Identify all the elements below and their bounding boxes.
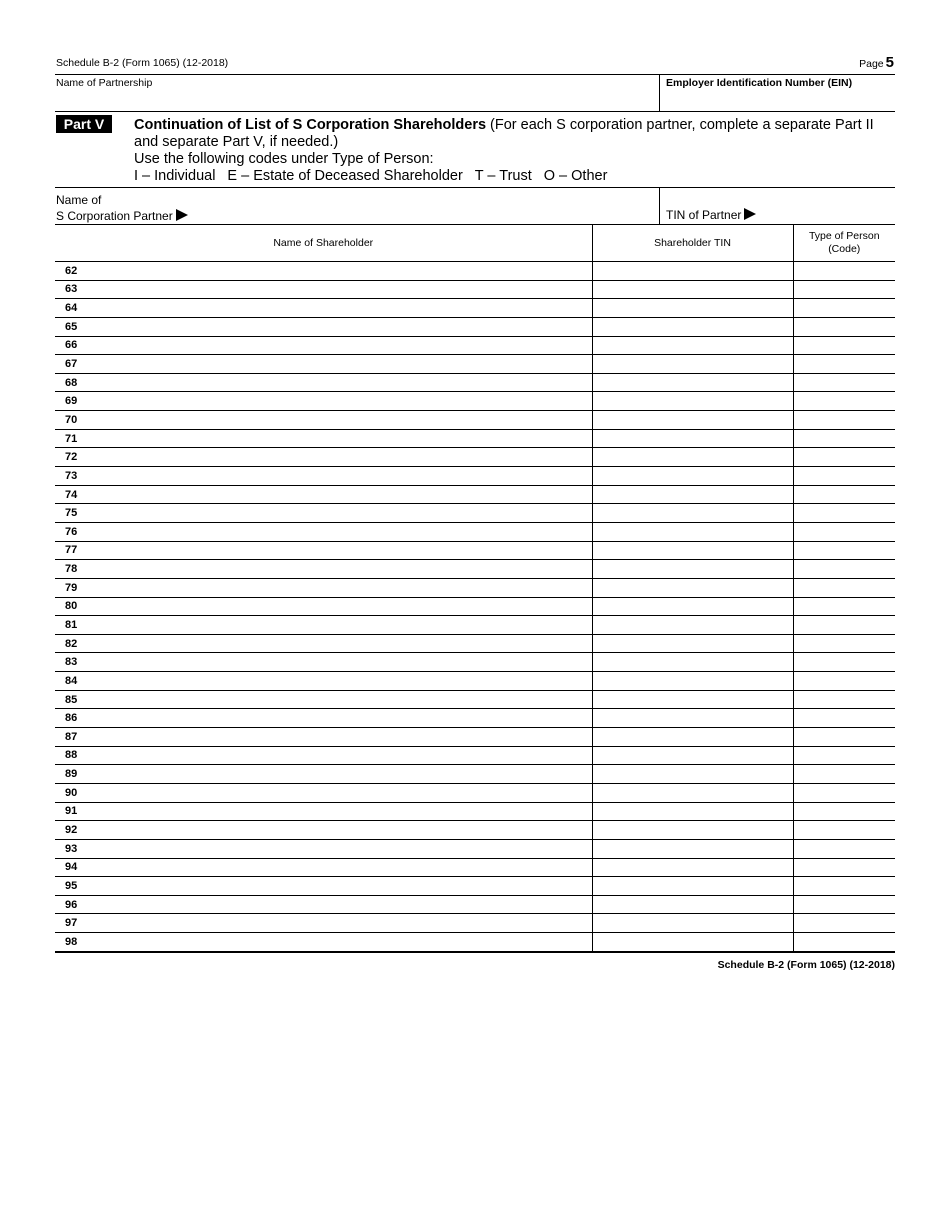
shareholder-name-cell[interactable] — [55, 728, 592, 747]
shareholder-name-cell[interactable] — [55, 597, 592, 616]
shareholder-name-cell[interactable] — [55, 504, 592, 523]
shareholder-name-cell[interactable] — [55, 448, 592, 467]
line-number: 69 — [65, 395, 78, 408]
type-code: O – Other — [543, 168, 608, 184]
shareholder-tin-cell[interactable] — [592, 317, 793, 336]
shareholder-name-cell[interactable] — [55, 672, 592, 691]
table-row — [55, 411, 895, 430]
shareholder-tin-cell[interactable] — [592, 373, 793, 392]
type-code: E – Estate of Deceased Shareholder — [227, 168, 463, 184]
line-number: 95 — [65, 879, 78, 892]
type-of-person-cell[interactable] — [793, 411, 895, 430]
type-of-person-cell[interactable] — [793, 467, 895, 486]
line-number: 77 — [65, 544, 78, 557]
type-of-person-cell[interactable] — [793, 634, 895, 653]
shareholder-tin-cell[interactable] — [592, 783, 793, 802]
shareholder-name-cell[interactable] — [55, 429, 592, 448]
shareholder-tin-cell[interactable] — [592, 541, 793, 560]
column-header-type-line-2: (Code) — [828, 243, 861, 255]
line-number: 71 — [65, 432, 78, 445]
table-row — [55, 858, 895, 877]
table-row — [55, 597, 895, 616]
shareholder-name-cell[interactable] — [55, 560, 592, 579]
shareholder-name-cell[interactable] — [55, 392, 592, 411]
line-number: 96 — [65, 898, 78, 911]
table-row — [55, 653, 895, 672]
ein-field[interactable] — [659, 75, 895, 111]
table-row — [55, 746, 895, 765]
shareholder-name-cell[interactable] — [55, 914, 592, 933]
shareholder-name-cell[interactable] — [55, 858, 592, 877]
type-of-person-cell[interactable] — [793, 429, 895, 448]
shareholder-name-cell[interactable] — [55, 541, 592, 560]
table-row — [55, 802, 895, 821]
type-of-person-cell[interactable] — [793, 299, 895, 318]
column-header-type-line-1: Type of Person — [808, 230, 880, 242]
table-row — [55, 467, 895, 486]
shareholder-name-cell[interactable] — [55, 933, 592, 952]
shareholder-name-cell[interactable] — [55, 467, 592, 486]
shareholder-tin-cell[interactable] — [592, 280, 793, 299]
table-row — [55, 541, 895, 560]
shareholder-tin-cell[interactable] — [592, 467, 793, 486]
type-of-person-cell[interactable] — [793, 317, 895, 336]
shareholder-tin-cell[interactable] — [592, 839, 793, 858]
line-number: 89 — [65, 768, 78, 781]
table-row — [55, 765, 895, 784]
line-number: 76 — [65, 525, 78, 538]
shareholder-tin-cell[interactable] — [592, 504, 793, 523]
line-number: 63 — [65, 283, 78, 296]
shareholder-tin-cell[interactable] — [592, 895, 793, 914]
table-row — [55, 914, 895, 933]
line-number: 72 — [65, 451, 78, 464]
table-row — [55, 429, 895, 448]
shareholder-name-cell[interactable] — [55, 821, 592, 840]
type-of-person-cell[interactable] — [793, 541, 895, 560]
type-of-person-cell[interactable] — [793, 914, 895, 933]
shareholder-tin-cell[interactable] — [592, 821, 793, 840]
shareholder-tin-cell[interactable] — [592, 634, 793, 653]
line-number: 88 — [65, 749, 78, 762]
table-row — [55, 783, 895, 802]
line-number: 74 — [65, 488, 78, 501]
form-page — [55, 54, 895, 971]
table-row — [55, 933, 895, 952]
shareholder-name-cell[interactable] — [55, 690, 592, 709]
line-number: 94 — [65, 861, 78, 874]
type-code: I – Individual — [134, 168, 216, 184]
type-of-person-cell[interactable] — [793, 746, 895, 765]
table-row — [55, 578, 895, 597]
line-number: 68 — [65, 376, 78, 389]
table-row — [55, 522, 895, 541]
table-row — [55, 895, 895, 914]
shareholder-tin-cell[interactable] — [592, 299, 793, 318]
shareholder-tin-cell[interactable] — [592, 746, 793, 765]
type-of-person-cell[interactable] — [793, 504, 895, 523]
table-row — [55, 317, 895, 336]
tin-of-partner-field[interactable] — [659, 188, 895, 224]
line-number: 92 — [65, 824, 78, 837]
table-row — [55, 355, 895, 374]
table-row — [55, 373, 895, 392]
table-row — [55, 560, 895, 579]
line-number: 67 — [65, 358, 78, 371]
shareholder-name-cell[interactable] — [55, 262, 592, 281]
line-number: 81 — [65, 618, 78, 631]
table-row — [55, 616, 895, 635]
line-number: 85 — [65, 693, 78, 706]
shareholder-name-cell[interactable] — [55, 522, 592, 541]
line-number: 93 — [65, 842, 78, 855]
type-of-person-cell[interactable] — [793, 933, 895, 952]
shareholder-tin-cell[interactable] — [592, 392, 793, 411]
table-row — [55, 280, 895, 299]
table-row — [55, 392, 895, 411]
column-header-name: Name of Shareholder — [55, 225, 592, 262]
type-of-person-cell[interactable] — [793, 690, 895, 709]
shareholder-tin-cell[interactable] — [592, 578, 793, 597]
line-number: 87 — [65, 730, 78, 743]
s-corp-name-field[interactable] — [56, 192, 188, 224]
shareholder-tin-cell[interactable] — [592, 728, 793, 747]
table-row — [55, 262, 895, 281]
line-number: 97 — [65, 917, 78, 930]
table-row — [55, 728, 895, 747]
shareholder-tin-cell[interactable] — [592, 914, 793, 933]
line-number: 79 — [65, 581, 78, 594]
line-number: 75 — [65, 507, 78, 520]
table-row — [55, 839, 895, 858]
line-number: 62 — [65, 264, 78, 277]
shareholder-name-cell[interactable] — [55, 765, 592, 784]
shareholder-tin-cell[interactable] — [592, 355, 793, 374]
line-number: 66 — [65, 339, 78, 352]
shareholder-name-cell[interactable] — [55, 373, 592, 392]
shareholder-tin-cell[interactable] — [592, 485, 793, 504]
page-header — [55, 54, 895, 75]
codes-intro: Use the following codes under Type of Person: — [134, 151, 434, 167]
shareholder-tin-cell[interactable] — [592, 560, 793, 579]
type-of-person-cell[interactable] — [793, 448, 895, 467]
line-number: 83 — [65, 656, 78, 669]
table-row — [55, 504, 895, 523]
shareholder-name-cell[interactable] — [55, 877, 592, 896]
shareholder-name-cell[interactable] — [55, 299, 592, 318]
shareholder-tin-cell[interactable] — [592, 448, 793, 467]
type-of-person-cell[interactable] — [793, 858, 895, 877]
s-corp-name-label-2: S Corporation Partner — [56, 209, 173, 223]
type-of-person-cell[interactable] — [793, 821, 895, 840]
tin-of-partner-label: TIN of Partner — [666, 208, 742, 222]
type-of-person-cell[interactable] — [793, 653, 895, 672]
page-number: 5 — [885, 54, 894, 71]
shareholder-tin-cell[interactable] — [592, 802, 793, 821]
type-of-person-cell[interactable] — [793, 522, 895, 541]
part-v-heading — [55, 112, 895, 188]
table-row — [55, 485, 895, 504]
shareholder-name-cell[interactable] — [55, 336, 592, 355]
line-number: 98 — [65, 935, 78, 948]
shareholder-name-cell[interactable] — [55, 895, 592, 914]
shareholder-tin-cell[interactable] — [592, 522, 793, 541]
type-of-person-cell[interactable] — [793, 355, 895, 374]
type-code: T – Trust — [474, 168, 532, 184]
form-identifier: Schedule B-2 (Form 1065) (12-2018) — [56, 57, 229, 69]
shareholder-name-cell[interactable] — [55, 839, 592, 858]
shareholder-tin-cell[interactable] — [592, 336, 793, 355]
shareholder-name-cell[interactable] — [55, 280, 592, 299]
shareholder-name-cell[interactable] — [55, 634, 592, 653]
shareholder-name-cell[interactable] — [55, 709, 592, 728]
table-row — [55, 821, 895, 840]
part-description — [134, 117, 895, 185]
shareholder-tin-cell[interactable] — [592, 672, 793, 691]
shareholder-tin-cell[interactable] — [592, 653, 793, 672]
type-of-person-cell[interactable] — [793, 485, 895, 504]
shareholder-name-cell[interactable] — [55, 355, 592, 374]
part-label: Part V — [56, 115, 112, 133]
name-of-partnership-field[interactable]: Name of Partnership — [56, 77, 153, 89]
shareholder-name-cell[interactable] — [55, 802, 592, 821]
type-of-person-cell[interactable] — [793, 783, 895, 802]
page-indicator — [859, 54, 894, 71]
table-row — [55, 877, 895, 896]
page-footer: Schedule B-2 (Form 1065) (12-2018) — [717, 958, 895, 971]
type-of-person-cell[interactable] — [793, 709, 895, 728]
column-header-tin: Shareholder TIN — [592, 225, 793, 262]
type-of-person-cell[interactable] — [793, 373, 895, 392]
ein-label: Employer Identification Number (EIN) — [666, 77, 853, 89]
line-number: 65 — [65, 320, 78, 333]
shareholder-name-cell[interactable] — [55, 578, 592, 597]
shareholder-tin-cell[interactable] — [592, 709, 793, 728]
table-row — [55, 336, 895, 355]
shareholder-name-cell[interactable] — [55, 783, 592, 802]
shareholder-rows — [55, 262, 895, 952]
shareholder-name-cell[interactable] — [55, 746, 592, 765]
type-of-person-cell[interactable] — [793, 839, 895, 858]
line-number: 80 — [65, 600, 78, 613]
type-of-person-cell[interactable] — [793, 728, 895, 747]
shareholder-tin-cell[interactable] — [592, 262, 793, 281]
column-header-type — [793, 225, 895, 262]
s-corporation-partner-row — [55, 188, 895, 225]
type-of-person-cell[interactable] — [793, 560, 895, 579]
shareholder-tin-cell[interactable] — [592, 765, 793, 784]
type-of-person-cell[interactable] — [793, 877, 895, 896]
type-of-person-cell[interactable] — [793, 802, 895, 821]
type-of-person-cell[interactable] — [793, 336, 895, 355]
shareholder-tin-cell[interactable] — [592, 429, 793, 448]
shareholder-name-cell[interactable] — [55, 411, 592, 430]
shareholder-table — [55, 225, 895, 953]
type-of-person-cell[interactable] — [793, 672, 895, 691]
line-number: 86 — [65, 712, 78, 725]
table-row — [55, 709, 895, 728]
type-of-person-cell[interactable] — [793, 616, 895, 635]
shareholder-tin-cell[interactable] — [592, 933, 793, 952]
shareholder-tin-cell[interactable] — [592, 877, 793, 896]
type-of-person-cell[interactable] — [793, 597, 895, 616]
arrow-right-icon — [176, 209, 188, 221]
table-row — [55, 634, 895, 653]
codes-list — [134, 168, 895, 185]
page-label: Page — [859, 58, 884, 70]
line-number: 82 — [65, 637, 78, 650]
identification-row — [55, 75, 895, 112]
s-corp-name-label-1: Name of — [56, 193, 102, 207]
line-number: 91 — [65, 805, 78, 818]
type-of-person-cell[interactable] — [793, 765, 895, 784]
line-number: 78 — [65, 563, 78, 576]
shareholder-name-cell[interactable] — [55, 653, 592, 672]
table-row — [55, 448, 895, 467]
type-of-person-cell[interactable] — [793, 280, 895, 299]
shareholder-name-cell[interactable] — [55, 485, 592, 504]
table-row — [55, 690, 895, 709]
shareholder-name-cell[interactable] — [55, 616, 592, 635]
shareholder-name-cell[interactable] — [55, 317, 592, 336]
line-number: 70 — [65, 413, 78, 426]
shareholder-tin-cell[interactable] — [592, 597, 793, 616]
shareholder-tin-cell[interactable] — [592, 616, 793, 635]
shareholder-tin-cell[interactable] — [592, 411, 793, 430]
table-row — [55, 299, 895, 318]
line-number: 84 — [65, 674, 78, 687]
table-row — [55, 672, 895, 691]
line-number: 64 — [65, 302, 78, 315]
shareholder-tin-cell[interactable] — [592, 858, 793, 877]
type-of-person-cell[interactable] — [793, 262, 895, 281]
arrow-right-icon — [744, 208, 756, 220]
shareholder-tin-cell[interactable] — [592, 690, 793, 709]
line-number: 90 — [65, 786, 78, 799]
line-number: 73 — [65, 469, 78, 482]
type-of-person-cell[interactable] — [793, 392, 895, 411]
type-of-person-cell[interactable] — [793, 578, 895, 597]
type-of-person-cell[interactable] — [793, 895, 895, 914]
part-title: Continuation of List of S Corporation Shareholders — [134, 117, 487, 133]
part-intro: (For each S corporation partner, complete a separate Part II and separate Part V, if needed.) — [134, 117, 874, 150]
